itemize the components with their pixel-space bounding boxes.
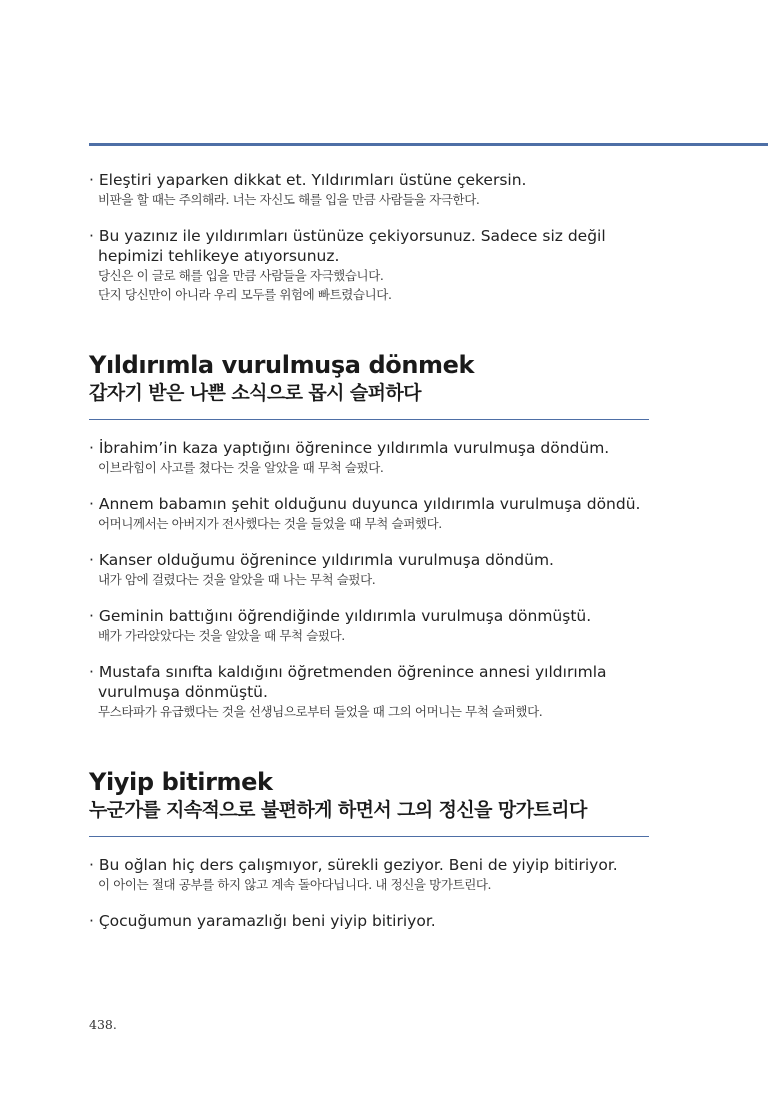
example-item: [89, 170, 649, 209]
page-number: 438.: [89, 1017, 117, 1032]
korean-translation: 배가 가라앉았다는 것을 알았을 때 무척 슬펐다.: [98, 628, 345, 643]
korean-translation: 이브라힘이 사고를 쳤다는 것을 알았을 때 무척 슬펐다.: [98, 460, 384, 475]
example-item: [89, 226, 649, 304]
idiom-section: [89, 767, 649, 931]
idiom-section: [89, 350, 649, 721]
example-item: [89, 855, 649, 894]
korean-translation: 무스타파가 유급했다는 것을 선생님으로부터 들었을 때 그의 어머니는 무척 슬퍼했다.: [98, 704, 543, 719]
section-divider: [89, 836, 649, 837]
korean-translation: 비판을 할 때는 주의해라. 너는 자신도 해를 입을 만큼 사람들을 자극한다.: [98, 192, 480, 207]
example-item: [89, 606, 649, 645]
turkish-sentence: · Annem babamın şehit olduğunu duyunca yıldırımla vurulmuşa döndü.: [89, 495, 641, 513]
korean-translation: 어머니께서는 아버지가 전사했다는 것을 들었을 때 무척 슬퍼했다.: [98, 516, 442, 531]
example-item: [89, 911, 649, 931]
turkish-sentence: · Mustafa sınıfta kaldığını öğretmenden öğrenince annesi yıldırımla vurulmuşa dönmüştü.: [89, 663, 607, 701]
idiom-title: Yiyip bitirmek: [89, 768, 273, 796]
turkish-sentence: · Bu yazınız ile yıldırımları üstünüze çekiyorsunuz. Sadece siz değil hepimizi tehlikeye atıyorsunuz.: [89, 227, 606, 265]
top-rule: [89, 143, 768, 146]
idiom-title: Yıldırımla vurulmuşa dönmek: [89, 351, 475, 379]
example-item: [89, 438, 649, 477]
turkish-sentence: · Eleştiri yaparken dikkat et. Yıldırımları üstüne çekersin.: [89, 171, 527, 189]
korean-translation: 단지 당신만이 아니라 우리 모두를 위험에 빠트렸습니다.: [98, 287, 392, 302]
turkish-sentence: · Çocuğumun yaramazlığı beni yiyip bitiriyor.: [89, 912, 436, 930]
example-item: [89, 550, 649, 589]
turkish-sentence: · İbrahim’in kaza yaptığını öğrenince yıldırımla vurulmuşa döndüm.: [89, 439, 610, 457]
example-item: [89, 662, 649, 721]
korean-translation: 이 아이는 절대 공부를 하지 않고 계속 돌아다닙니다. 내 정신을 망가트린다.: [98, 877, 492, 892]
idiom-meaning: 누군가를 지속적으로 불편하게 하면서 그의 정신을 망가트리다: [89, 799, 587, 821]
turkish-sentence: · Kanser olduğumu öğrenince yıldırımla vurulmuşa döndüm.: [89, 551, 554, 569]
page-content: [89, 170, 649, 931]
korean-translation: 당신은 이 글로 해를 입을 만큼 사람들을 자극했습니다.: [98, 268, 384, 283]
example-item: [89, 494, 649, 533]
turkish-sentence: · Geminin battığını öğrendiğinde yıldırımla vurulmuşa dönmüştü.: [89, 607, 592, 625]
section-divider: [89, 419, 649, 420]
idiom-meaning: 갑자기 받은 나쁜 소식으로 몹시 슬퍼하다: [89, 382, 421, 404]
turkish-sentence: · Bu oğlan hiç ders çalışmıyor, sürekli geziyor. Beni de yiyip bitiriyor.: [89, 856, 618, 874]
korean-translation: 내가 암에 걸렸다는 것을 알았을 때 나는 무척 슬펐다.: [98, 572, 376, 587]
